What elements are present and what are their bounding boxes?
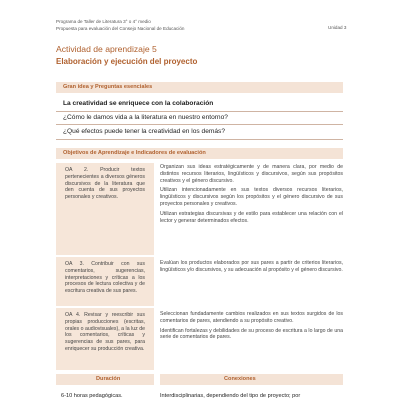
duration-value: 6-10 horas pedagógicas. [61,393,123,399]
indicators-oa-4 [160,311,343,344]
indicator: Evalúan los productos elaborados por sus pares a partir de criterios literarios, lingüísticos y/o discursivos, y su adecuación al propósito y el género discursivo. [160,260,343,273]
indicator: Organizan sus ideas estratégicamente y de manera clara, por medio de distintos recursos literarios, lingüísticos y discursivos, según sus propósitos creativos y el género discursivo. [160,164,343,184]
indicator: Seleccionan fundadamente cambios realizados en sus textos surgidos de los comentarios de pares, atendiendo a su propósito creativo. [160,311,343,324]
connections-value: Interdisciplinarias, dependiendo del tipo de proyecto; por [160,393,301,399]
oa-cell-4: OA 4. Revisar y reescribir sus propias producciones (escritas, orales o audiovisuales), a la luz de los comentarios, críticas y sugerencias de sus pares, para enriquecer su producción creativa. [56,308,154,370]
essential-question-1: ¿Cómo le damos vida a la literatura en nuestro entorno? [63,114,228,121]
connections-label: Conexiones [224,376,256,382]
divider [56,111,343,112]
essential-question-2: ¿Qué efectos puede tener la creatividad en los demás? [63,128,226,135]
divider [56,139,343,140]
activity-subtitle: Elaboración y ejecución del proyecto [56,57,198,66]
header-unit: Unidad 3 [328,25,347,30]
big-idea-label: Gran idea y Preguntas esenciales [63,84,153,90]
objectives-label: Objetivos de Aprendizaje e Indicadores de evaluación [63,150,206,156]
indicator: Utilizan estrategias discursivas y de estilo para establecer una relación con el lector y generar determinados efectos. [160,210,343,224]
big-idea-statement: La creatividad se enriquece con la colaboración [63,100,214,107]
oa-cell-2: OA 2. Producir textos pertenecientes a diversos géneros discursivos de la literatura que den cuenta de sus proyectos personales y creativos. [56,163,154,255]
oa-cell-3: OA 3. Contribuir con sus comentarios, sugerencias, interpretaciones y críticas a los procesos de lectura colectiva y de escritura creativa de sus pares. [56,257,154,306]
divider [56,124,343,125]
header-program [56,18,184,32]
indicators-oa-2 [160,164,343,227]
activity-title: Actividad de aprendizaje 5 [56,44,157,54]
header-line-2: Propuesta para evaluación del Consejo Nacional de Educación [56,26,185,31]
header-line-1: Programa de Taller de Literatura 3° o 4° medio [56,19,151,24]
duration-label: Duración [96,376,121,382]
indicator: Identifican fortalezas y debilidades de su proceso de escritura a lo largo de una serie de comentarios de pares. [160,327,343,341]
indicator: Utilizan intencionadamente en sus textos diversos recursos literarios, lingüísticos y discursivos según los propósitos y el género discursivo de sus proyectos personales y creativos. [160,187,343,207]
indicators-oa-3 [160,260,343,277]
